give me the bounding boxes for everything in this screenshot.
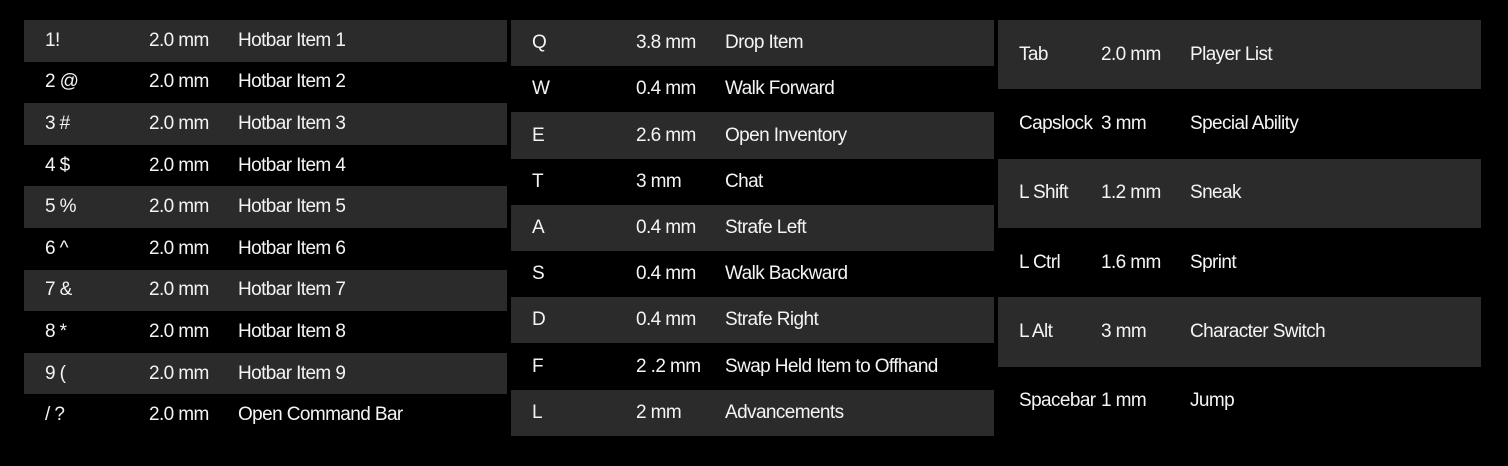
function-cell: Hotbar Item 9 bbox=[238, 362, 346, 384]
travel-distance-cell: 2.0 mm bbox=[149, 154, 209, 176]
function-cell: Chat bbox=[725, 170, 763, 192]
function-cell: Hotbar Item 6 bbox=[238, 237, 346, 259]
key-cell: Q bbox=[532, 32, 547, 54]
function-cell: Hotbar Item 8 bbox=[238, 320, 346, 342]
function-cell: Hotbar Item 5 bbox=[238, 196, 346, 218]
table-row bbox=[24, 62, 507, 104]
travel-distance-cell: 3.8 mm bbox=[636, 32, 696, 54]
travel-distance-cell: 3 mm bbox=[1101, 320, 1147, 342]
table-row bbox=[24, 311, 507, 353]
key-cell: / ? bbox=[45, 404, 65, 426]
keymap-table-number-row bbox=[24, 20, 507, 436]
key-cell: 8 * bbox=[45, 320, 67, 342]
function-cell: Hotbar Item 2 bbox=[238, 71, 346, 93]
key-cell: 4 $ bbox=[45, 154, 70, 176]
table-row bbox=[998, 228, 1481, 297]
key-cell: S bbox=[532, 263, 545, 285]
function-cell: Character Switch bbox=[1190, 320, 1326, 342]
travel-distance-cell: 0.4 mm bbox=[636, 78, 696, 100]
function-cell: Open Inventory bbox=[725, 124, 847, 146]
table-row bbox=[998, 89, 1481, 158]
function-cell: Strafe Right bbox=[725, 309, 819, 331]
key-cell: 1! bbox=[45, 29, 60, 51]
table-row bbox=[998, 367, 1481, 436]
function-cell: Swap Held Item to Offhand bbox=[725, 355, 938, 377]
key-cell: L Shift bbox=[1019, 182, 1068, 204]
key-cell: L bbox=[532, 401, 542, 423]
keymap-tables bbox=[24, 20, 1481, 436]
key-cell: T bbox=[532, 170, 544, 192]
function-cell: Player List bbox=[1190, 43, 1273, 65]
table-row bbox=[24, 270, 507, 312]
travel-distance-cell: 2.0 mm bbox=[149, 112, 209, 134]
key-cell: E bbox=[532, 124, 545, 146]
travel-distance-cell: 3 mm bbox=[636, 170, 682, 192]
table-row bbox=[998, 20, 1481, 89]
travel-distance-cell: 1.6 mm bbox=[1101, 251, 1161, 273]
travel-distance-cell: 2.6 mm bbox=[636, 124, 696, 146]
travel-distance-cell: 2 mm bbox=[636, 401, 682, 423]
function-cell: Drop Item bbox=[725, 32, 804, 54]
table-row bbox=[511, 20, 994, 66]
table-row bbox=[511, 159, 994, 205]
table-row bbox=[24, 186, 507, 228]
travel-distance-cell: 2.0 mm bbox=[149, 404, 209, 426]
travel-distance-cell: 0.4 mm bbox=[636, 263, 696, 285]
table-row bbox=[24, 145, 507, 187]
table-row bbox=[511, 390, 994, 436]
table-row bbox=[24, 20, 507, 62]
key-cell: W bbox=[532, 78, 550, 100]
travel-distance-cell: 2.0 mm bbox=[149, 71, 209, 93]
travel-distance-cell: 2.0 mm bbox=[149, 320, 209, 342]
key-cell: Spacebar bbox=[1019, 390, 1096, 412]
function-cell: Sprint bbox=[1190, 251, 1237, 273]
travel-distance-cell: 0.4 mm bbox=[636, 216, 696, 238]
travel-distance-cell: 2 .2 mm bbox=[636, 355, 701, 377]
table-row bbox=[511, 343, 994, 389]
function-cell: Walk Backward bbox=[725, 263, 848, 285]
table-row bbox=[998, 297, 1481, 366]
table-row bbox=[24, 353, 507, 395]
function-cell: Jump bbox=[1190, 390, 1235, 412]
key-cell: F bbox=[532, 355, 544, 377]
key-cell: 7 & bbox=[45, 279, 72, 301]
travel-distance-cell: 2.0 mm bbox=[149, 362, 209, 384]
table-row bbox=[24, 394, 507, 436]
travel-distance-cell: 1.2 mm bbox=[1101, 182, 1161, 204]
table-row bbox=[511, 205, 994, 251]
key-cell: 3 # bbox=[45, 112, 70, 134]
key-cell: 6 ^ bbox=[45, 237, 68, 259]
travel-distance-cell: 3 mm bbox=[1101, 112, 1147, 134]
travel-distance-cell: 1 mm bbox=[1101, 390, 1147, 412]
table-row bbox=[511, 251, 994, 297]
function-cell: Hotbar Item 4 bbox=[238, 154, 346, 176]
key-cell: L Ctrl bbox=[1019, 251, 1061, 273]
keymap-table-modifier-keys bbox=[998, 20, 1481, 436]
key-cell: 9 ( bbox=[45, 362, 66, 384]
key-cell: A bbox=[532, 216, 545, 238]
key-cell: Tab bbox=[1019, 43, 1048, 65]
table-row bbox=[511, 66, 994, 112]
function-cell: Hotbar Item 1 bbox=[238, 29, 346, 51]
key-cell: 2 @ bbox=[45, 71, 79, 93]
travel-distance-cell: 2.0 mm bbox=[149, 279, 209, 301]
travel-distance-cell: 2.0 mm bbox=[149, 196, 209, 218]
key-cell: Capslock bbox=[1019, 112, 1093, 134]
key-cell: 5 % bbox=[45, 196, 76, 218]
function-cell: Hotbar Item 7 bbox=[238, 279, 346, 301]
function-cell: Open Command Bar bbox=[238, 404, 403, 426]
travel-distance-cell: 2.0 mm bbox=[1101, 43, 1161, 65]
travel-distance-cell: 0.4 mm bbox=[636, 309, 696, 331]
table-row bbox=[511, 297, 994, 343]
function-cell: Strafe Left bbox=[725, 216, 807, 238]
table-row bbox=[24, 103, 507, 145]
keymap-table-letter-keys bbox=[511, 20, 994, 436]
function-cell: Walk Forward bbox=[725, 78, 835, 100]
travel-distance-cell: 2.0 mm bbox=[149, 29, 209, 51]
function-cell: Special Ability bbox=[1190, 112, 1299, 134]
function-cell: Advancements bbox=[725, 401, 844, 423]
key-cell: D bbox=[532, 309, 546, 331]
function-cell: Hotbar Item 3 bbox=[238, 112, 346, 134]
key-cell: L Alt bbox=[1019, 320, 1053, 342]
function-cell: Sneak bbox=[1190, 182, 1241, 204]
travel-distance-cell: 2.0 mm bbox=[149, 237, 209, 259]
table-row bbox=[998, 159, 1481, 228]
table-row bbox=[511, 112, 994, 158]
table-row bbox=[24, 228, 507, 270]
